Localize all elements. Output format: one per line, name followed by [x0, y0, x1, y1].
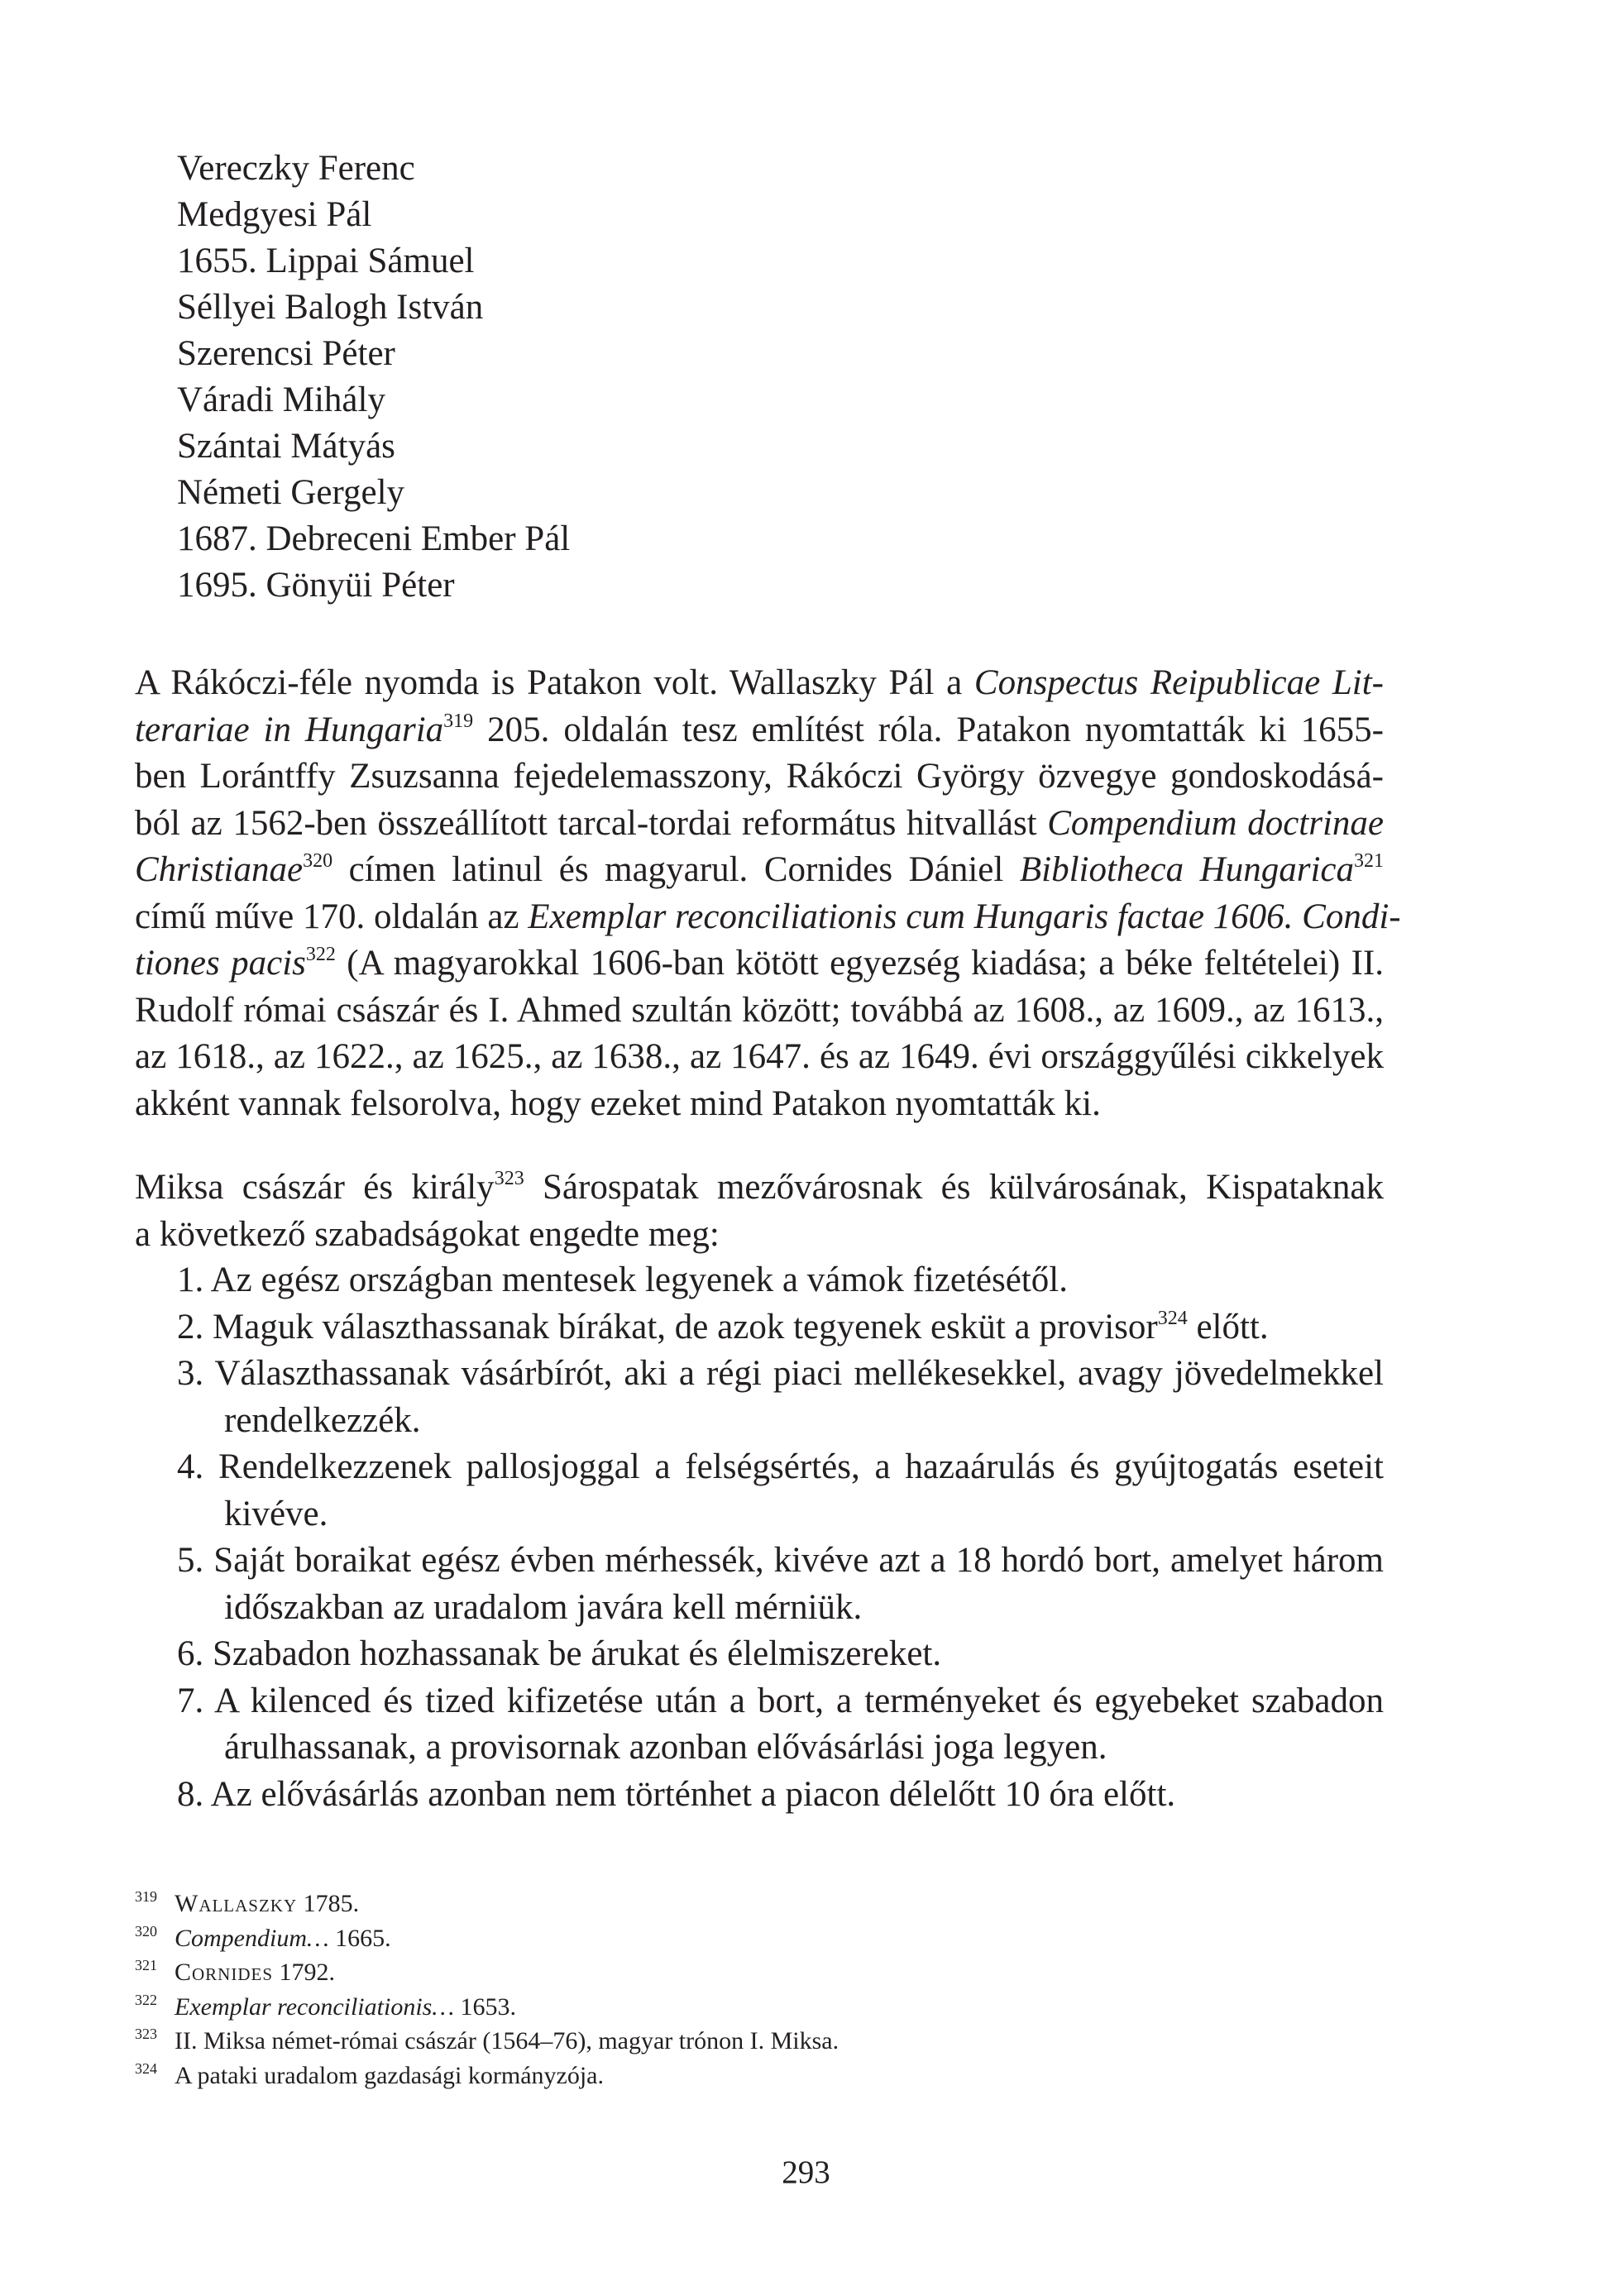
text-line: az 1618., az 1622., az 1625., az 1638., az 1647. és az 1649. évi országgyűlési cikkelyek — [135, 1037, 1384, 1076]
rights-list — [177, 1257, 1384, 1818]
list-item: 1687. Debreceni Ember Pál — [177, 519, 571, 558]
list-item: Vereczky Ferenc — [177, 149, 415, 188]
footnote-ref[interactable]: 324 — [1157, 1307, 1188, 1329]
names-list — [177, 146, 570, 609]
footnote: 323 II. Miksa német-római császár (1564–76), magyar trónon I. Miksa. — [135, 2026, 839, 2054]
footnote-ref[interactable]: 319 — [443, 710, 474, 732]
list-item: 5. Saját boraikat egész évben mérhessék, kivéve azt a 18 hordó bort, amelyet három időszakban az uradalom javára kell mérniük. — [177, 1541, 1384, 1627]
text-line: című műve 170. oldalán az Exemplar reconciliationis cum Hungaris factae 1606. Condi- — [135, 897, 1401, 936]
list-item: Németi Gergely — [177, 473, 405, 512]
footnote: 324 A pataki uradalom gazdasági kormányzója. — [135, 2059, 604, 2089]
text-line: Miksa császár és király$^{323}$ Sárospatak mezővárosnak és külvárosának, Kispataknak — [135, 1168, 1385, 1207]
list-item: 2. Maguk választhassanak bírákat, de azok tegyenek esküt a provisor$^{324}$ előtt. — [177, 1307, 1269, 1347]
list-item: Szerencsi Péter — [177, 334, 395, 373]
list-item: 8. Az elővásárlás azonban nem történhet a piacon délelőtt 10 óra előtt. — [177, 1774, 1176, 1814]
list-item: 7. A kilenced és tized kifizetése után a bort, a terményeket és egyebeket szabadon árulhassanak, a provisornak azonban elővásárlási joga legyen. — [177, 1681, 1384, 1767]
text-line: Christianae$^{320}$ címen latinul és magyarul. Cornides Dániel Bibliotheca Hungarica$^{321}$ — [135, 850, 1384, 889]
text-line: ben Lorántffy Zsuzsanna fejedelemasszony, Rákóczi György özvegye gondoskodásá- — [135, 757, 1384, 796]
text-line: terariae in Hungaria$^{319}$ 205. oldalán tesz említést róla. Patakon nyomtatták ki 1655- — [135, 710, 1384, 749]
footnote-ref[interactable]: 323 — [494, 1168, 524, 1189]
list-item: 3. Választhassanak vásárbírót, aki a régi piaci mellékesekkel, avagy jövedelmekkel rendelkezzék. — [177, 1354, 1384, 1440]
text-line: A Rákóczi-féle nyomda is Patakon volt. Wallaszky Pál a Conspectus Reipublicae Lit- — [135, 663, 1384, 702]
list-item: 6. Szabadon hozhassanak be árukat és élelmiszereket. — [177, 1634, 942, 1673]
text-line: ból az 1562-ben összeállított tarcal-tordai református hitvallást Compendium doctrinae — [135, 803, 1384, 843]
list-item: Medgyesi Pál — [177, 195, 372, 234]
paragraph-rakoczi-press — [135, 660, 1401, 1127]
text-line: tiones pacis$^{322}$ (A magyarokkal 1606-ban kötött egyezség kiadása; a béke feltételei) II. — [135, 944, 1384, 983]
footnote: 321 Cornides 1792. — [135, 1957, 336, 1986]
footnote-ref[interactable]: 321 — [1354, 850, 1384, 872]
footnote-ref[interactable]: 320 — [303, 850, 333, 872]
footnote: 320 Compendium… 1665. — [135, 1922, 391, 1952]
footnote: 319 Wallaszky 1785. — [135, 1888, 360, 1917]
footnote-ref[interactable]: 322 — [305, 944, 336, 965]
footnote: 322 Exemplar reconciliationis… 1653. — [135, 1991, 516, 2021]
list-item: Szántai Mátyás — [177, 427, 395, 466]
list-item: 4. Rendelkezzenek pallosjoggal a felségsértés, a hazaárulás és gyújtogatás eseteit kivéve. — [177, 1447, 1384, 1533]
page-number: 293 — [782, 2155, 830, 2190]
list-item: Séllyei Balogh István — [177, 288, 484, 327]
list-item: 1695. Gönyüi Péter — [177, 566, 455, 605]
text-line: akként vannak felsorolva, hogy ezeket mind Patakon nyomtatták ki. — [135, 1083, 1101, 1123]
list-item: 1655. Lippai Sámuel — [177, 242, 475, 280]
footnotes — [135, 1888, 1384, 2094]
paragraph-miksa — [135, 1165, 1384, 1258]
text-line: a következő szabadságokat engedte meg: — [135, 1214, 720, 1254]
list-item: Váradi Mihály — [177, 380, 385, 419]
text-line: Rudolf római császár és I. Ahmed szultán között; továbbá az 1608., az 1609., az 1613., — [135, 990, 1384, 1030]
list-item: 1. Az egész országban mentesek legyenek a vámok fizetésétől. — [177, 1260, 1068, 1299]
